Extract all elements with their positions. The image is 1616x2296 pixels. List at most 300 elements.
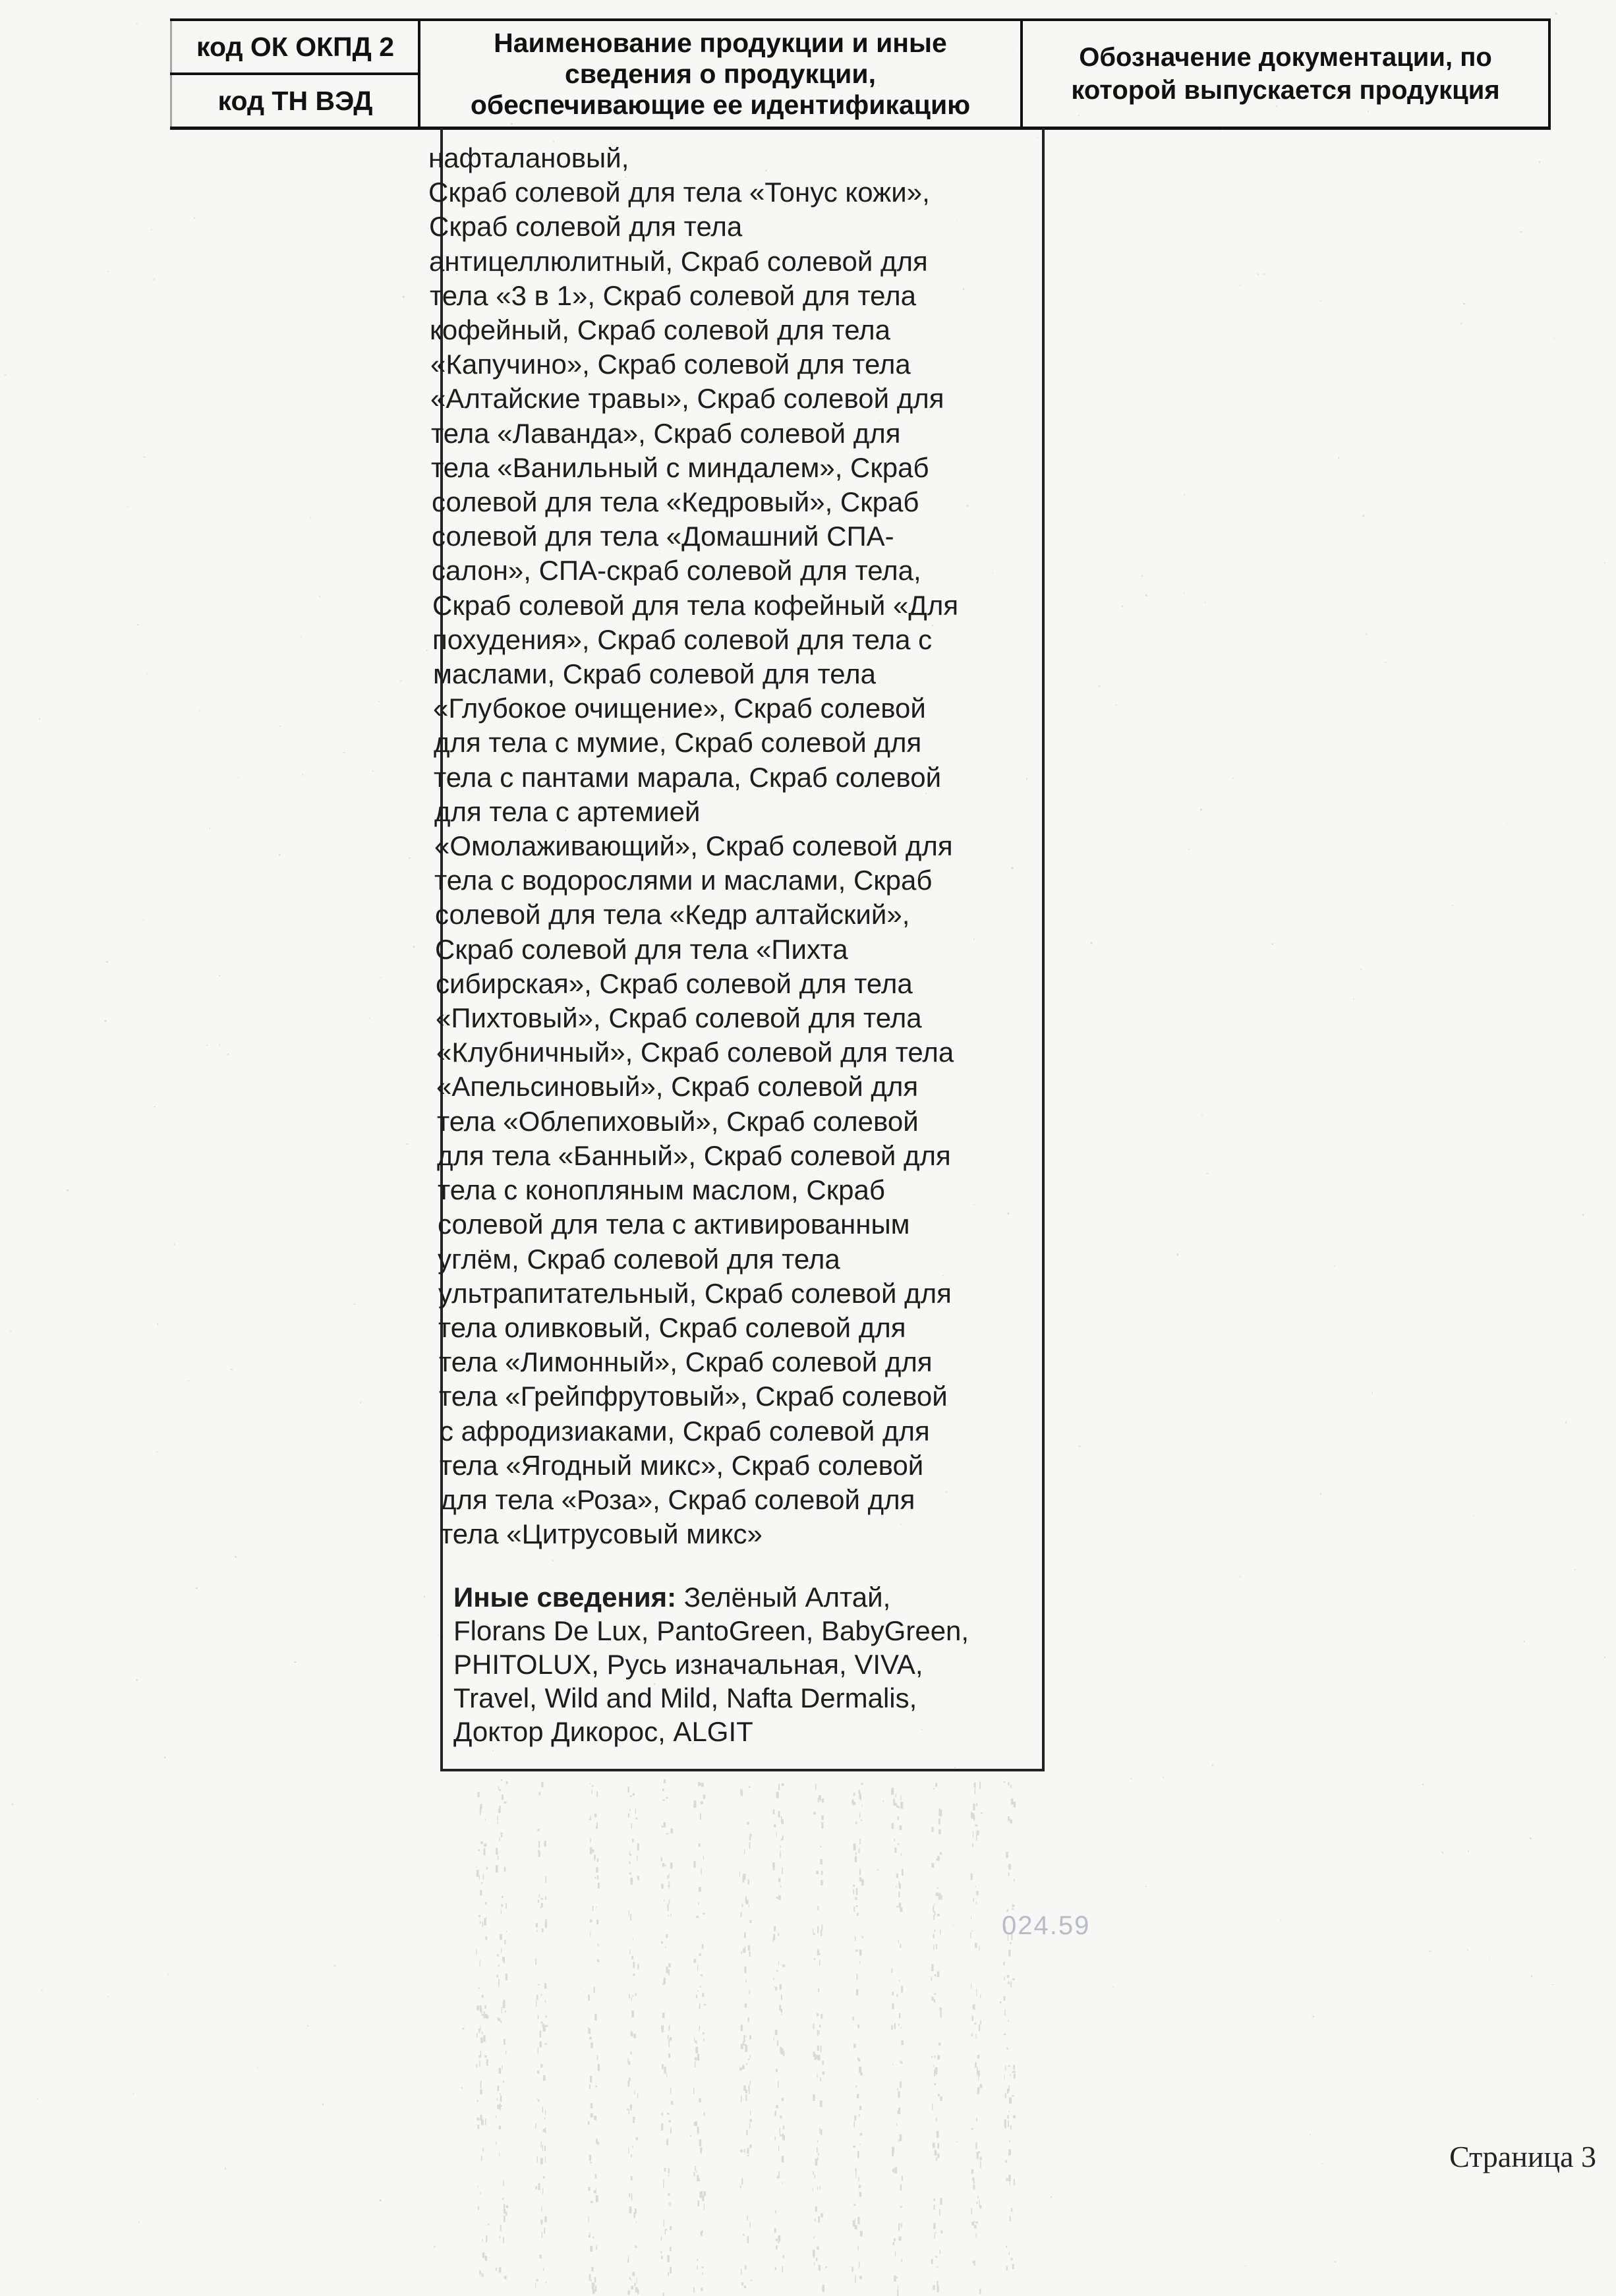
noise-speck: [776, 2245, 778, 2249]
noise-speck: [105, 1020, 107, 1021]
noise-speck: [667, 2113, 670, 2115]
noise-speck: [855, 1936, 856, 1941]
noise-speck: [594, 1854, 596, 1859]
noise-speck: [773, 1937, 774, 1942]
noise-speck: [693, 1861, 695, 1868]
noise-speck: [665, 1865, 666, 1867]
noise-speck: [744, 2149, 745, 2153]
noise-speck: [900, 1825, 902, 1830]
noise-speck: [822, 1924, 823, 1931]
noise-speck: [219, 975, 221, 976]
noise-speck: [546, 2282, 547, 2283]
noise-speck: [742, 1904, 743, 1907]
noise-speck: [1006, 1852, 1008, 1858]
noise-speck: [783, 2125, 785, 2129]
noise-speck: [481, 2272, 482, 2276]
noise-speck: [1010, 1818, 1011, 1823]
noise-speck: [853, 1885, 855, 1887]
noise-speck: [750, 2081, 751, 2084]
noise-speck: [901, 2224, 902, 2228]
noise-speck: [698, 1783, 700, 1787]
noise-speck: [636, 2137, 639, 2140]
noise-speck: [500, 1934, 502, 1939]
noise-speck: [536, 1930, 537, 1933]
noise-speck: [1004, 2009, 1006, 2016]
noise-speck: [496, 1975, 498, 1978]
noise-speck: [225, 2167, 226, 2169]
noise-speck: [151, 229, 152, 230]
noise-speck: [937, 2266, 938, 2268]
noise-speck: [899, 1980, 900, 1981]
noise-speck: [661, 1857, 662, 1861]
noise-speck: [782, 2135, 785, 2140]
noise-speck: [940, 1930, 941, 1935]
noise-speck: [775, 2032, 776, 2036]
noise-speck: [631, 2154, 632, 2158]
noise-speck: [476, 2100, 478, 2102]
noise-speck: [699, 2098, 701, 2103]
noise-speck: [746, 2130, 747, 2135]
noise-speck: [106, 961, 108, 963]
noise-speck: [629, 1873, 631, 1875]
noise-speck: [935, 2232, 937, 2233]
noise-speck: [937, 2286, 939, 2293]
noise-speck: [545, 2016, 547, 2018]
noise-speck: [635, 2287, 638, 2292]
noise-speck: [821, 1930, 822, 1936]
noise-speck: [1008, 1782, 1009, 1785]
noise-speck: [596, 2195, 598, 2202]
noise-speck: [745, 1979, 746, 1982]
noise-speck: [504, 1940, 505, 1945]
noise-speck: [480, 2115, 482, 2121]
product-line: тела «Ванильный с миндалем», Скраб: [431, 451, 929, 483]
noise-speck: [938, 1893, 941, 1900]
noise-speck: [1011, 1820, 1012, 1823]
noise-speck: [1008, 1950, 1010, 1957]
noise-speck: [544, 2216, 546, 2222]
noise-speck: [859, 1878, 862, 1881]
noise-speck: [543, 2075, 546, 2081]
noise-speck: [776, 1897, 778, 1899]
noise-speck: [501, 1835, 502, 1837]
noise-speck: [743, 2042, 744, 2046]
noise-speck: [743, 2035, 745, 2042]
noise-speck: [697, 1990, 699, 1992]
noise-speck: [668, 2272, 669, 2276]
noise-speck: [1257, 273, 1259, 275]
noise-speck: [703, 2032, 705, 2035]
noise-speck: [933, 2223, 935, 2229]
noise-speck: [859, 1949, 862, 1956]
noise-speck: [1177, 1253, 1178, 1255]
noise-speck: [545, 2110, 546, 2115]
noise-speck: [505, 2211, 507, 2216]
noise-speck: [900, 2137, 902, 2138]
noise-speck: [661, 1826, 664, 1827]
noise-speck: [931, 1964, 933, 1971]
noise-speck: [902, 1869, 904, 1876]
noise-speck: [480, 2082, 482, 2088]
noise-speck: [592, 2283, 594, 2289]
noise-speck: [747, 2216, 748, 2220]
noise-speck: [701, 2287, 703, 2291]
noise-speck: [1010, 2074, 1011, 2077]
noise-speck: [1012, 2095, 1014, 2096]
noise-speck: [702, 1785, 703, 1787]
noise-speck: [590, 1841, 591, 1843]
noise-speck: [855, 1856, 857, 1862]
noise-speck: [778, 2235, 781, 2241]
noise-speck: [67, 1190, 69, 1191]
noise-speck: [540, 2030, 541, 2038]
noise-speck: [974, 1783, 976, 1788]
noise-speck: [939, 2212, 940, 2215]
noise-speck: [897, 1806, 900, 1808]
noise-speck: [633, 2272, 635, 2275]
noise-speck: [971, 2034, 973, 2036]
noise-speck: [1005, 2065, 1006, 2071]
product-line: ультрапитательный, Скраб солевой для: [438, 1277, 952, 1309]
noise-speck: [540, 2064, 542, 2067]
noise-speck: [537, 2071, 540, 2074]
noise-speck: [743, 2085, 746, 2090]
noise-speck: [597, 1959, 599, 1962]
noise-speck: [898, 1940, 899, 1943]
noise-speck: [167, 1973, 168, 1975]
noise-speck: [631, 1823, 633, 1829]
noise-speck: [484, 2005, 486, 2009]
noise-speck: [1429, 1951, 1431, 1952]
noise-speck: [636, 2222, 637, 2223]
noise-speck: [778, 1878, 780, 1882]
product-column-bottom-border: [440, 1769, 1045, 1771]
noise-speck: [976, 2202, 977, 2204]
noise-speck: [538, 2015, 539, 2019]
noise-speck: [476, 2117, 478, 2120]
noise-speck: [901, 2061, 902, 2064]
noise-speck: [695, 2061, 696, 2067]
noise-speck: [745, 2045, 747, 2052]
noise-speck: [746, 1896, 747, 1901]
noise-speck: [1008, 1816, 1010, 1822]
noise-speck: [695, 2040, 697, 2043]
noise-speck: [859, 1839, 861, 1845]
noise-speck: [979, 2289, 981, 2294]
product-line: «Алтайские травы», Скраб солевой для: [430, 383, 944, 415]
noise-speck: [855, 2168, 857, 2175]
noise-speck: [476, 1870, 479, 1877]
noise-speck: [1321, 301, 1322, 302]
noise-speck: [545, 2000, 546, 2003]
other-info-line: [453, 1580, 1047, 1614]
noise-speck: [825, 2266, 827, 2268]
noise-speck: [633, 2120, 635, 2123]
noise-speck: [814, 2054, 816, 2060]
noise-speck: [977, 2092, 979, 2095]
noise-speck: [744, 1932, 746, 1938]
noise-speck: [902, 2176, 903, 2181]
noise-speck: [668, 2040, 670, 2043]
noise-speck: [975, 1886, 976, 1888]
noise-speck: [633, 1793, 635, 1796]
noise-speck: [861, 1795, 862, 1800]
noise-speck: [979, 2024, 980, 2031]
noise-speck: [630, 2052, 632, 2055]
noise-speck: [590, 2076, 592, 2082]
noise-speck: [856, 1888, 858, 1895]
noise-speck: [931, 2259, 933, 2264]
noise-speck: [703, 2191, 706, 2196]
noise-speck: [413, 946, 415, 948]
noise-speck: [483, 2035, 485, 2042]
noise-speck: [1004, 2119, 1006, 2127]
noise-speck: [541, 1782, 543, 1787]
noise-speck: [821, 2014, 822, 2019]
noise-speck: [819, 1960, 821, 1966]
noise-speck: [973, 1813, 974, 1820]
noise-speck: [666, 1797, 668, 1799]
noise-speck: [543, 2129, 546, 2132]
noise-speck: [591, 1785, 593, 1787]
noise-speck: [775, 2030, 778, 2035]
noise-speck: [979, 2205, 981, 2208]
noise-speck: [629, 1862, 630, 1864]
noise-speck: [1000, 2001, 1001, 2003]
noise-speck: [1115, 704, 1117, 705]
noise-speck: [504, 1802, 507, 1804]
noise-speck: [741, 2044, 743, 2049]
noise-speck: [544, 2228, 545, 2234]
noise-speck: [1012, 1978, 1015, 1980]
noise-speck: [892, 2003, 894, 2009]
noise-speck: [1188, 849, 1190, 850]
noise-speck: [1010, 1785, 1012, 1788]
noise-speck: [588, 2027, 589, 2034]
noise-speck: [596, 2138, 597, 2141]
noise-speck: [898, 2108, 900, 2113]
noise-speck: [749, 2119, 752, 2122]
noise-speck: [498, 1965, 500, 1967]
noise-speck: [1014, 2071, 1016, 2073]
noise-speck: [813, 2024, 815, 2029]
noise-speck: [900, 1908, 902, 1912]
noise-speck: [779, 2005, 781, 2011]
noise-speck: [505, 2051, 506, 2054]
noise-speck: [972, 2177, 974, 2181]
noise-speck: [591, 2043, 593, 2048]
noise-speck: [592, 2283, 593, 2290]
noise-speck: [1011, 1798, 1014, 1804]
noise-speck: [1007, 1975, 1010, 1978]
noise-speck: [480, 2192, 481, 2195]
noise-speck: [536, 1995, 538, 2000]
noise-speck: [505, 1903, 507, 1909]
noise-speck: [1113, 1986, 1114, 1988]
product-line: сибирская», Скраб солевой для тела: [436, 967, 913, 999]
noise-speck: [701, 1783, 704, 1787]
noise-speck: [973, 2005, 975, 2009]
noise-speck: [937, 1856, 940, 1860]
noise-speck: [666, 1966, 668, 1973]
noise-speck: [702, 1993, 704, 1997]
noise-speck: [952, 1925, 954, 1926]
noise-speck: [1184, 494, 1185, 496]
noise-speck: [592, 1906, 594, 1911]
noise-speck: [503, 2000, 505, 2002]
noise-speck: [231, 1369, 233, 1370]
noise-speck: [975, 2222, 978, 2224]
noise-speck: [670, 2267, 672, 2274]
product-line: Скраб солевой для тела кофейный «Для: [432, 589, 959, 621]
noise-speck: [499, 2068, 501, 2074]
noise-speck: [979, 1781, 981, 1789]
noise-speck: [156, 1451, 158, 1452]
noise-speck: [776, 1831, 777, 1837]
noise-speck: [1362, 515, 1364, 517]
noise-speck: [632, 2274, 635, 2276]
noise-speck: [499, 1789, 501, 1791]
noise-speck: [742, 2065, 745, 2069]
noise-speck: [977, 2071, 979, 2077]
noise-speck: [1460, 323, 1462, 324]
noise-speck: [898, 2139, 900, 2142]
noise-speck: [107, 271, 109, 272]
noise-speck: [138, 2221, 139, 2223]
noise-speck: [938, 1829, 941, 1834]
noise-speck: [898, 2108, 900, 2115]
noise-speck: [748, 2017, 749, 2022]
noise-speck: [902, 2258, 903, 2262]
noise-speck: [773, 1934, 775, 1940]
noise-speck: [596, 1791, 598, 1797]
noise-speck: [976, 1989, 977, 1996]
product-line: Скраб солевой для тела: [429, 211, 743, 243]
noise-speck: [1360, 969, 1362, 970]
noise-speck: [896, 2277, 898, 2279]
noise-speck: [307, 2026, 309, 2027]
noise-speck: [632, 1995, 633, 1997]
noise-speck: [699, 2139, 701, 2146]
noise-speck: [137, 624, 138, 625]
noise-speck: [896, 1994, 898, 1997]
noise-speck: [380, 977, 382, 978]
noise-speck: [700, 1986, 701, 1988]
noise-speck: [859, 1849, 860, 1854]
noise-speck: [662, 1863, 665, 1866]
noise-speck: [860, 2133, 863, 2136]
noise-speck: [629, 1851, 630, 1855]
noise-speck: [1009, 2252, 1010, 2255]
noise-speck: [895, 2251, 896, 2256]
noise-speck: [1051, 2196, 1052, 2197]
noise-speck: [664, 1779, 666, 1783]
noise-speck: [37, 2098, 38, 2100]
noise-speck: [596, 1867, 598, 1872]
noise-speck: [1009, 2098, 1012, 2104]
noise-speck: [699, 1953, 701, 1956]
noise-speck: [780, 1885, 782, 1887]
product-line: салон», СПА-скраб солевой для тела,: [432, 555, 921, 587]
noise-speck: [480, 1812, 481, 1816]
noise-speck: [596, 2142, 599, 2144]
noise-speck: [378, 701, 380, 702]
noise-speck: [588, 1995, 590, 2001]
noise-speck: [154, 279, 155, 281]
noise-speck: [748, 2085, 749, 2091]
noise-speck: [933, 1788, 935, 1789]
noise-speck: [661, 1884, 664, 1889]
noise-speck: [743, 1878, 745, 1883]
noise-speck: [634, 2212, 636, 2218]
noise-speck: [668, 2255, 670, 2262]
noise-speck: [500, 2105, 502, 2107]
noise-speck: [598, 1883, 600, 1889]
noise-speck: [589, 2037, 592, 2040]
noise-speck: [818, 1988, 819, 1992]
noise-speck: [506, 2205, 508, 2208]
noise-speck: [971, 2033, 973, 2036]
noise-speck: [1012, 2071, 1014, 2073]
noise-speck: [668, 2053, 670, 2058]
noise-speck: [745, 1966, 747, 1974]
noise-speck: [633, 2034, 636, 2038]
noise-speck: [936, 1893, 938, 1896]
noise-speck: [630, 1914, 631, 1920]
noise-speck: [498, 1979, 500, 1986]
noise-speck: [971, 2169, 974, 2174]
noise-speck: [1582, 1214, 1584, 1216]
noise-speck: [739, 2067, 742, 2071]
noise-speck: [744, 2044, 746, 2045]
noise-speck: [539, 1792, 541, 1795]
noise-speck: [1003, 1996, 1005, 2001]
noise-speck: [704, 2112, 705, 2115]
noise-speck: [855, 1897, 857, 1900]
noise-speck: [629, 2078, 630, 2081]
noise-speck: [1014, 1879, 1015, 1881]
noise-speck: [817, 2030, 819, 2036]
noise-speck: [541, 2022, 543, 2024]
noise-speck: [782, 2133, 784, 2138]
noise-speck: [1539, 161, 1540, 163]
noise-speck: [743, 1876, 744, 1878]
noise-speck: [1442, 1852, 1443, 1854]
noise-speck: [819, 2265, 821, 2271]
noise-speck: [954, 1767, 956, 1769]
noise-speck: [591, 2280, 592, 2282]
noise-speck: [538, 2183, 540, 2190]
noise-speck: [668, 2193, 670, 2196]
noise-speck: [821, 2046, 822, 2053]
noise-speck: [749, 2035, 751, 2039]
noise-speck: [933, 1934, 934, 1939]
noise-speck: [484, 2011, 485, 2018]
noise-speck: [488, 2224, 489, 2225]
noise-speck: [484, 1845, 486, 1846]
noise-speck: [294, 1661, 296, 1663]
noise-speck: [859, 2106, 861, 2109]
noise-speck: [940, 1810, 942, 1816]
noise-speck: [486, 2015, 489, 2019]
noise-speck: [931, 1997, 933, 2001]
noise-speck: [592, 1849, 594, 1852]
noise-speck: [591, 2103, 592, 2108]
noise-speck: [235, 1556, 237, 1558]
noise-speck: [484, 1849, 486, 1856]
noise-speck: [543, 2176, 545, 2178]
noise-speck: [537, 2156, 538, 2162]
